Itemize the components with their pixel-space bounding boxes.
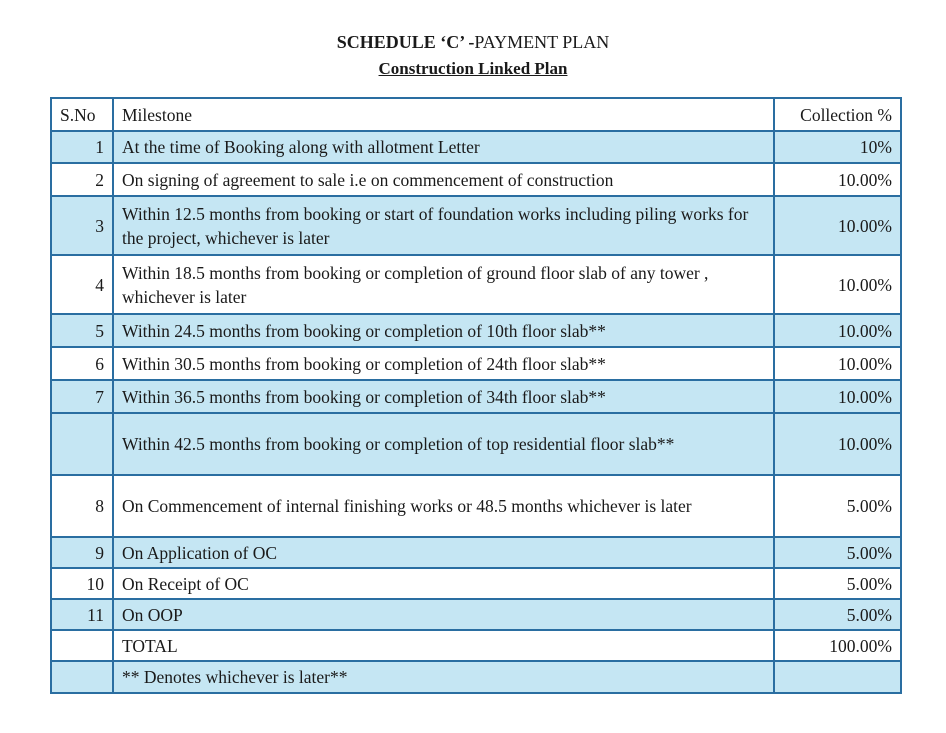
title-rest-part: PAYMENT PLAN [474,32,610,52]
row-milestone: Within 18.5 months from booking or completion of ground floor slab of any tower , whichever is later [113,255,774,314]
note-sno-cell [51,661,113,693]
table-row [51,568,901,599]
total-value: 100.00% [774,630,901,661]
row-milestone: Within 42.5 months from booking or completion of top residential floor slab** [113,413,774,475]
row-milestone: On OOP [113,599,774,630]
row-sno: 1 [51,131,113,163]
total-label: TOTAL [113,630,774,661]
row-sno: 9 [51,537,113,568]
row-collection: 10.00% [774,347,901,380]
row-sno: 6 [51,347,113,380]
row-milestone: At the time of Booking along with allotment Letter [113,131,774,163]
row-milestone: On Receipt of OC [113,568,774,599]
row-sno: 7 [51,380,113,413]
row-milestone: Within 24.5 months from booking or completion of 10th floor slab** [113,314,774,347]
row-collection: 10.00% [774,255,901,314]
table-row [51,413,901,475]
table-row [51,314,901,347]
row-collection: 5.00% [774,475,901,537]
table-row [51,475,901,537]
table-row [51,537,901,568]
footnote: ** Denotes whichever is later** [113,661,774,693]
row-sno: 8 [51,475,113,537]
row-milestone: Within 36.5 months from booking or completion of 34th floor slab** [113,380,774,413]
row-collection: 10% [774,131,901,163]
row-collection: 10.00% [774,380,901,413]
row-sno [51,413,113,475]
row-collection: 5.00% [774,599,901,630]
row-sno: 2 [51,163,113,196]
table-row [51,131,901,163]
table-row [51,196,901,255]
header-sno: S.No [51,98,113,131]
row-collection: 5.00% [774,537,901,568]
row-collection: 10.00% [774,413,901,475]
table-row [51,255,901,314]
row-collection: 10.00% [774,314,901,347]
header-row [51,98,901,131]
row-sno: 5 [51,314,113,347]
row-milestone: Within 12.5 months from booking or start of foundation works including piling works for the project, whichever is later [113,196,774,255]
row-collection: 5.00% [774,568,901,599]
row-sno: 3 [51,196,113,255]
row-sno: 10 [51,568,113,599]
header-milestone: Milestone [113,98,774,131]
table-row [51,380,901,413]
note-collection-cell [774,661,901,693]
title-bold-part: SCHEDULE ‘C’ - [336,32,475,52]
total-sno-cell [51,630,113,661]
total-row [51,630,901,661]
row-milestone: On Commencement of internal finishing works or 48.5 months whichever is later [113,475,774,537]
header-collection: Collection % [774,98,901,131]
row-milestone: On Application of OC [113,537,774,568]
row-collection: 10.00% [774,163,901,196]
payment-plan-table [50,97,902,694]
document-subtitle: Construction Linked Plan [378,59,568,78]
row-sno: 4 [51,255,113,314]
row-sno: 11 [51,599,113,630]
note-row [51,661,901,693]
row-milestone: Within 30.5 months from booking or completion of 24th floor slab** [113,347,774,380]
row-collection: 10.00% [774,196,901,255]
row-milestone: On signing of agreement to sale i.e on commencement of construction [113,163,774,196]
table-row [51,163,901,196]
table-row [51,599,901,630]
document-title [0,30,946,54]
table-row [51,347,901,380]
